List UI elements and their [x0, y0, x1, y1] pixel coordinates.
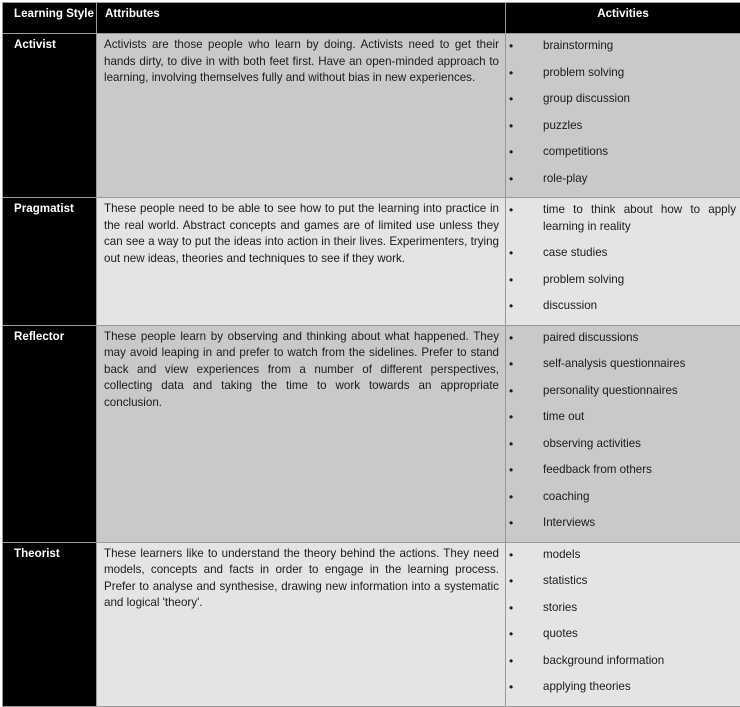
list-item [506, 462, 740, 479]
bullet-icon: • [509, 245, 513, 262]
bullet-icon: • [509, 547, 513, 564]
learning-styles-table [2, 2, 740, 707]
table-row-theorist [3, 542, 740, 706]
bullet-icon: • [509, 436, 513, 453]
bullet-icon: • [509, 626, 513, 643]
activity-label: case studies [543, 246, 607, 259]
activity-label: group discussion [543, 92, 630, 105]
table-row-activist [3, 34, 740, 198]
activity-label: role-play [543, 172, 587, 185]
list-item [506, 436, 740, 453]
list-item [506, 356, 740, 373]
attributes-text: Activists are those people who learn by doing. Activists need to get their hands dirty, to dive in with both feet first. Have an open-minded approach to learning, involving themselves fully and without bias in new experiences. [97, 34, 506, 198]
attributes-text: These people need to be able to see how to put the learning into practice in the real world. Abstract concepts and games are of limited use unless they can see a way to put the ideas into action in their lives. Experimenters, trying out new ideas, theories and techniques to see if they work. [97, 198, 506, 326]
list-item [506, 144, 740, 161]
activities-cell [506, 34, 740, 198]
activity-label: Interviews [543, 516, 595, 529]
style-label: Pragmatist [3, 198, 97, 326]
list-item [506, 91, 740, 108]
list-item [506, 515, 740, 532]
activity-label: discussion [543, 299, 597, 312]
activity-label: stories [543, 601, 577, 614]
bullet-icon: • [509, 573, 513, 590]
activity-label: competitions [543, 145, 608, 158]
activity-label: self-analysis questionnaires [543, 357, 685, 370]
bullet-icon: • [509, 383, 513, 400]
style-label: Activist [3, 34, 97, 198]
activity-label: statistics [543, 574, 587, 587]
bullet-icon: • [509, 202, 513, 219]
list-item [506, 272, 740, 289]
bullet-icon: • [509, 38, 513, 55]
table-row-reflector [3, 325, 740, 542]
activity-label: observing activities [543, 437, 641, 450]
header-row [3, 3, 740, 34]
activities-list [506, 198, 740, 315]
bullet-icon: • [509, 409, 513, 426]
bullet-icon: • [509, 91, 513, 108]
list-item [506, 600, 740, 617]
activity-label: time to think about how to apply learning in reality [543, 203, 736, 233]
activity-label: models [543, 548, 580, 561]
list-item [506, 626, 740, 643]
activities-cell [506, 198, 740, 326]
list-item [506, 653, 740, 670]
activity-label: applying theories [543, 680, 631, 693]
list-item [506, 38, 740, 55]
table-row-pragmatist [3, 198, 740, 326]
activities-list [506, 543, 740, 696]
activity-label: background information [543, 654, 664, 667]
list-item [506, 330, 740, 347]
activity-label: problem solving [543, 273, 624, 286]
header-attributes: Attributes [97, 3, 506, 34]
style-label: Theorist [3, 542, 97, 706]
list-item [506, 547, 740, 564]
list-item [506, 383, 740, 400]
list-item [506, 489, 740, 506]
bullet-icon: • [509, 118, 513, 135]
activity-label: time out [543, 410, 584, 423]
activities-list [506, 34, 740, 187]
attributes-text: These people learn by observing and thinking about what happened. They may avoid leaping in and prefer to watch from the sidelines. Prefer to stand back and view experiences from a number of different perspectives, collecting data and taking the time to work towards an appropriate conclusion. [97, 325, 506, 542]
list-item [506, 679, 740, 696]
list-item [506, 118, 740, 135]
activity-label: personality questionnaires [543, 384, 678, 397]
bullet-icon: • [509, 272, 513, 289]
list-item [506, 573, 740, 590]
activity-label: paired discussions [543, 331, 638, 344]
bullet-icon: • [509, 515, 513, 532]
attributes-text: These learners like to understand the theory behind the actions. They need models, concepts and facts in order to engage in the learning process. Prefer to analyse and synthesise, drawing new information into a systematic and logical 'theory'. [97, 542, 506, 706]
bullet-icon: • [509, 171, 513, 188]
list-item [506, 171, 740, 188]
list-item [506, 409, 740, 426]
header-activities: Activities [506, 3, 740, 34]
header-learning-style: Learning Style [3, 3, 97, 34]
activities-list [506, 326, 740, 532]
bullet-icon: • [509, 330, 513, 347]
bullet-icon: • [509, 356, 513, 373]
list-item [506, 245, 740, 262]
activity-label: problem solving [543, 66, 624, 79]
list-item [506, 202, 740, 235]
bullet-icon: • [509, 298, 513, 315]
bullet-icon: • [509, 653, 513, 670]
style-label: Reflector [3, 325, 97, 542]
bullet-icon: • [509, 600, 513, 617]
activity-label: quotes [543, 627, 578, 640]
activity-label: feedback from others [543, 463, 652, 476]
activity-label: puzzles [543, 119, 582, 132]
activity-label: brainstorming [543, 39, 613, 52]
bullet-icon: • [509, 144, 513, 161]
list-item [506, 298, 740, 315]
bullet-icon: • [509, 489, 513, 506]
activities-cell [506, 542, 740, 706]
bullet-icon: • [509, 65, 513, 82]
activities-cell [506, 325, 740, 542]
bullet-icon: • [509, 462, 513, 479]
bullet-icon: • [509, 679, 513, 696]
activity-label: coaching [543, 490, 589, 503]
list-item [506, 65, 740, 82]
